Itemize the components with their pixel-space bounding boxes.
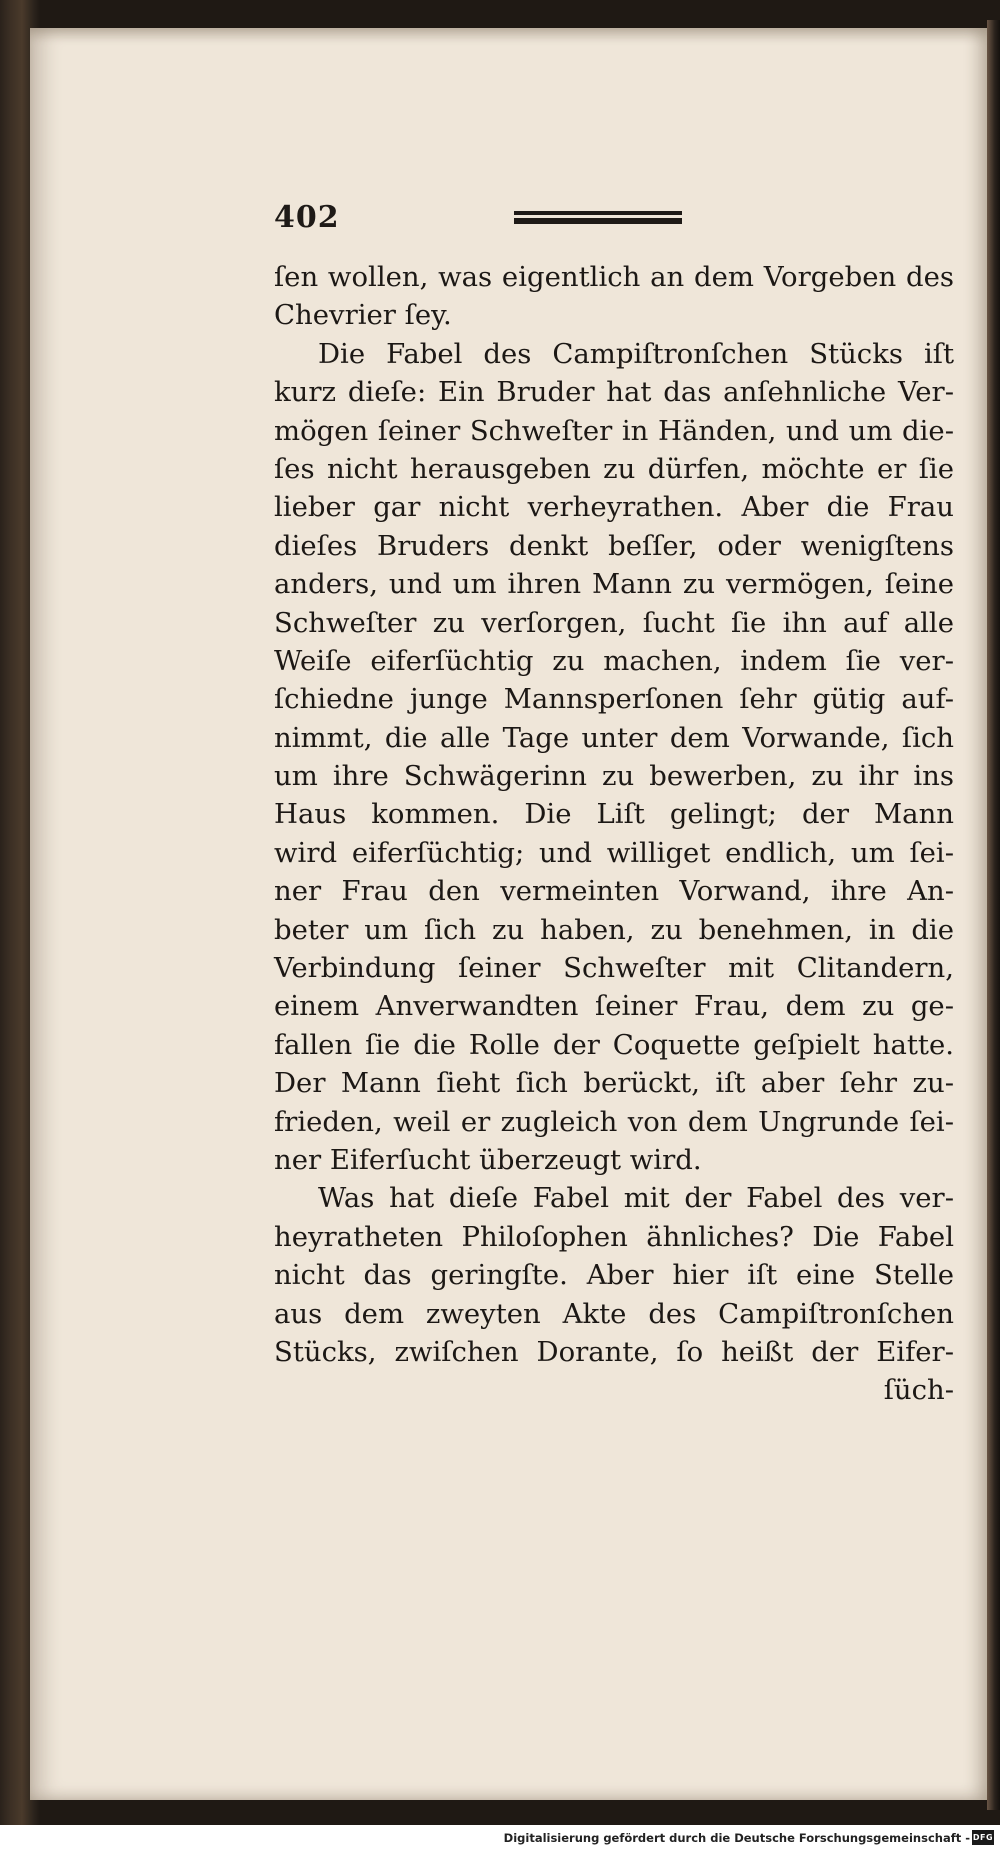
text-line: lieber gar nicht verheyrathen. Aber die Frau xyxy=(274,491,954,524)
digitization-footer xyxy=(0,1825,1000,1853)
text-line: anders, und um ihren Mann zu vermögen, ſeine xyxy=(274,568,954,601)
text-line: dieſes Bruders denkt beſſer, oder wenigſtens xyxy=(274,529,954,562)
text-line: kurz dieſe: Ein Bruder hat das anſehnliche Ver- xyxy=(274,376,954,409)
text-line: aus dem zweyten Akte des Campiſtronſchen xyxy=(274,1297,954,1330)
text-line: ſchiedne junge Mannsperſonen ſehr gütig auf- xyxy=(274,683,954,716)
dfg-logo-icon: DFG xyxy=(972,1830,994,1845)
text-line: Was hat dieſe Fabel mit der Fabel des ver- xyxy=(318,1182,954,1215)
text-line: ner Eiferſucht überzeugt wird. xyxy=(274,1143,702,1176)
catchword: ſüch- xyxy=(883,1374,954,1407)
body-text xyxy=(274,258,954,1410)
page-number: 402 xyxy=(274,200,340,235)
text-line: mögen ſeiner Schweſter in Händen, und um die- xyxy=(274,414,954,447)
text-line: Weiſe eiferſüchtig zu machen, indem ſie ver- xyxy=(274,644,954,677)
page-edge xyxy=(987,20,1000,1810)
text-line: um ihre Schwägerinn zu bewerben, zu ihr ins xyxy=(274,760,954,793)
text-line: Haus kommen. Die Liſt gelingt; der Mann xyxy=(274,798,954,831)
text-line: Verbindung ſeiner Schweſter mit Clitandern, xyxy=(274,952,954,985)
text-line: heyratheten Philoſophen ähnliches? Die Fabel xyxy=(274,1220,954,1253)
text-line: nicht das geringſte. Aber hier iſt eine Stelle xyxy=(274,1259,954,1292)
text-line: einem Anverwandten ſeiner Frau, dem zu ge- xyxy=(274,990,954,1023)
text-line: Stücks, zwiſchen Dorante, ſo heißt der Eifer- xyxy=(274,1335,954,1368)
funding-note: Digitalisierung gefördert durch die Deutsche Forschungsgemeinschaft - xyxy=(503,1831,970,1845)
text-line: Chevrier ſey. xyxy=(274,299,452,332)
text-line: Die Fabel des Campiſtronſchen Stücks iſt xyxy=(318,337,954,370)
text-line: frieden, weil er zugleich von dem Ungrunde ſei- xyxy=(274,1105,954,1138)
text-line: wird eiferſüchtig; und williget endlich, um ſei- xyxy=(274,836,954,869)
text-line: ner Frau den vermeinten Vorwand, ihre An- xyxy=(274,875,954,908)
text-line: fallen ſie die Rolle der Coquette geſpielt hatte. xyxy=(274,1028,954,1061)
page-header xyxy=(274,200,954,240)
text-line: ſes nicht herausgeben zu dürfen, möchte er ſie xyxy=(274,452,954,485)
text-line: Schweſter zu verſorgen, ſucht ſie ihn auf alle xyxy=(274,606,954,639)
text-line: ſen wollen, was eigentlich an dem Vorgeben des xyxy=(274,261,954,293)
text-line: beter um ſich zu haben, zu benehmen, in die xyxy=(274,913,954,946)
header-rule xyxy=(514,211,682,225)
text-line: Der Mann ſieht ſich berückt, iſt aber ſehr zu- xyxy=(274,1067,954,1100)
text-line: nimmt, die alle Tage unter dem Vorwande, ſich xyxy=(274,721,954,754)
